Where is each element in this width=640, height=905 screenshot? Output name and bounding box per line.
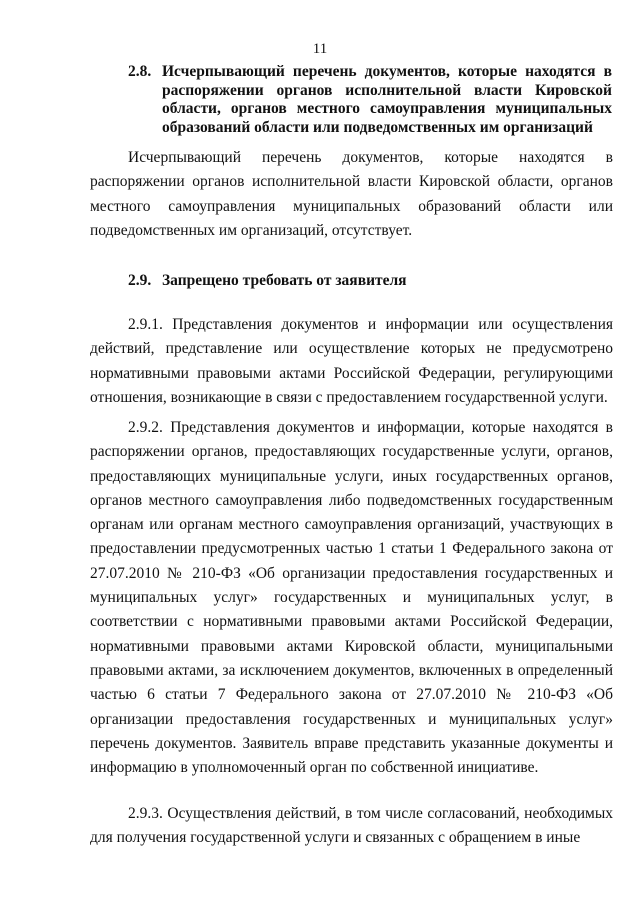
section-2-8-body: Исчерпывающий перечень документов, которые находятся в распоряжении органов исполнительной власти Кировской области, органов местного самоуправления муниципальных образований области или подведомственных им организаций, отсутствует.: [90, 149, 613, 239]
section-2-8-heading: [128, 63, 612, 137]
paragraph-2-9-1: 2.9.1. Представления документов и информации или осуществления действий, представление или осуществление которых не предусмотрено нормативными правовыми актами Российской Федерации, регулирующими отношения, возникающие в связи с предоставлением государственной услуги.: [90, 316, 613, 406]
section-2-9-number: 2.9.: [128, 272, 152, 289]
paragraph-2-9-3: 2.9.3. Осуществления действий, в том числе согласований, необходимых для получения государственной услуги и связанных с обращением в иные: [90, 805, 613, 847]
section-2-8-title: Исчерпывающий перечень документов, которые находятся в распоряжении органов исполнительной власти Кировской области, органов местного самоуправления муниципальных образований области или подведомственных им организаций: [162, 63, 612, 136]
section-2-8-number: 2.8.: [128, 63, 152, 80]
section-2-9-title: Запрещено требовать от заявителя: [162, 272, 407, 289]
paragraph-2-9-2: 2.9.2. Представления документов и информации, которые находятся в распоряжении органов, предоставляющих государственные услуги, органов, предоставляющих муниципальные услуги, иных государственных органов, органов местного самоуправления либо подведомственных государственным органам или органам местного самоуправления организаций, участвующих в предоставлении предусмотренных частью 1 статьи 1 Федерального закона от 27.07.2010 № 210-ФЗ «Об организации предоставления государственных и муниципальных услуг» государственных и муниципальных услуг, в соответствии с нормативными правовыми актами Российской Федерации, нормативными правовыми актами Кировской области, муниципальными правовыми актами, за исключением документов, включенных в определенный частью 6 статьи 7 Федерального закона от 27.07.2010 № 210-ФЗ «Об организации предоставления государственных и муниципальных услуг» перечень документов. Заявитель вправе представить указанные документы и информацию в уполномоченный орган по собственной инициативе.: [90, 419, 613, 777]
page-number: 11: [312, 41, 328, 57]
section-2-9-heading: [128, 272, 612, 291]
